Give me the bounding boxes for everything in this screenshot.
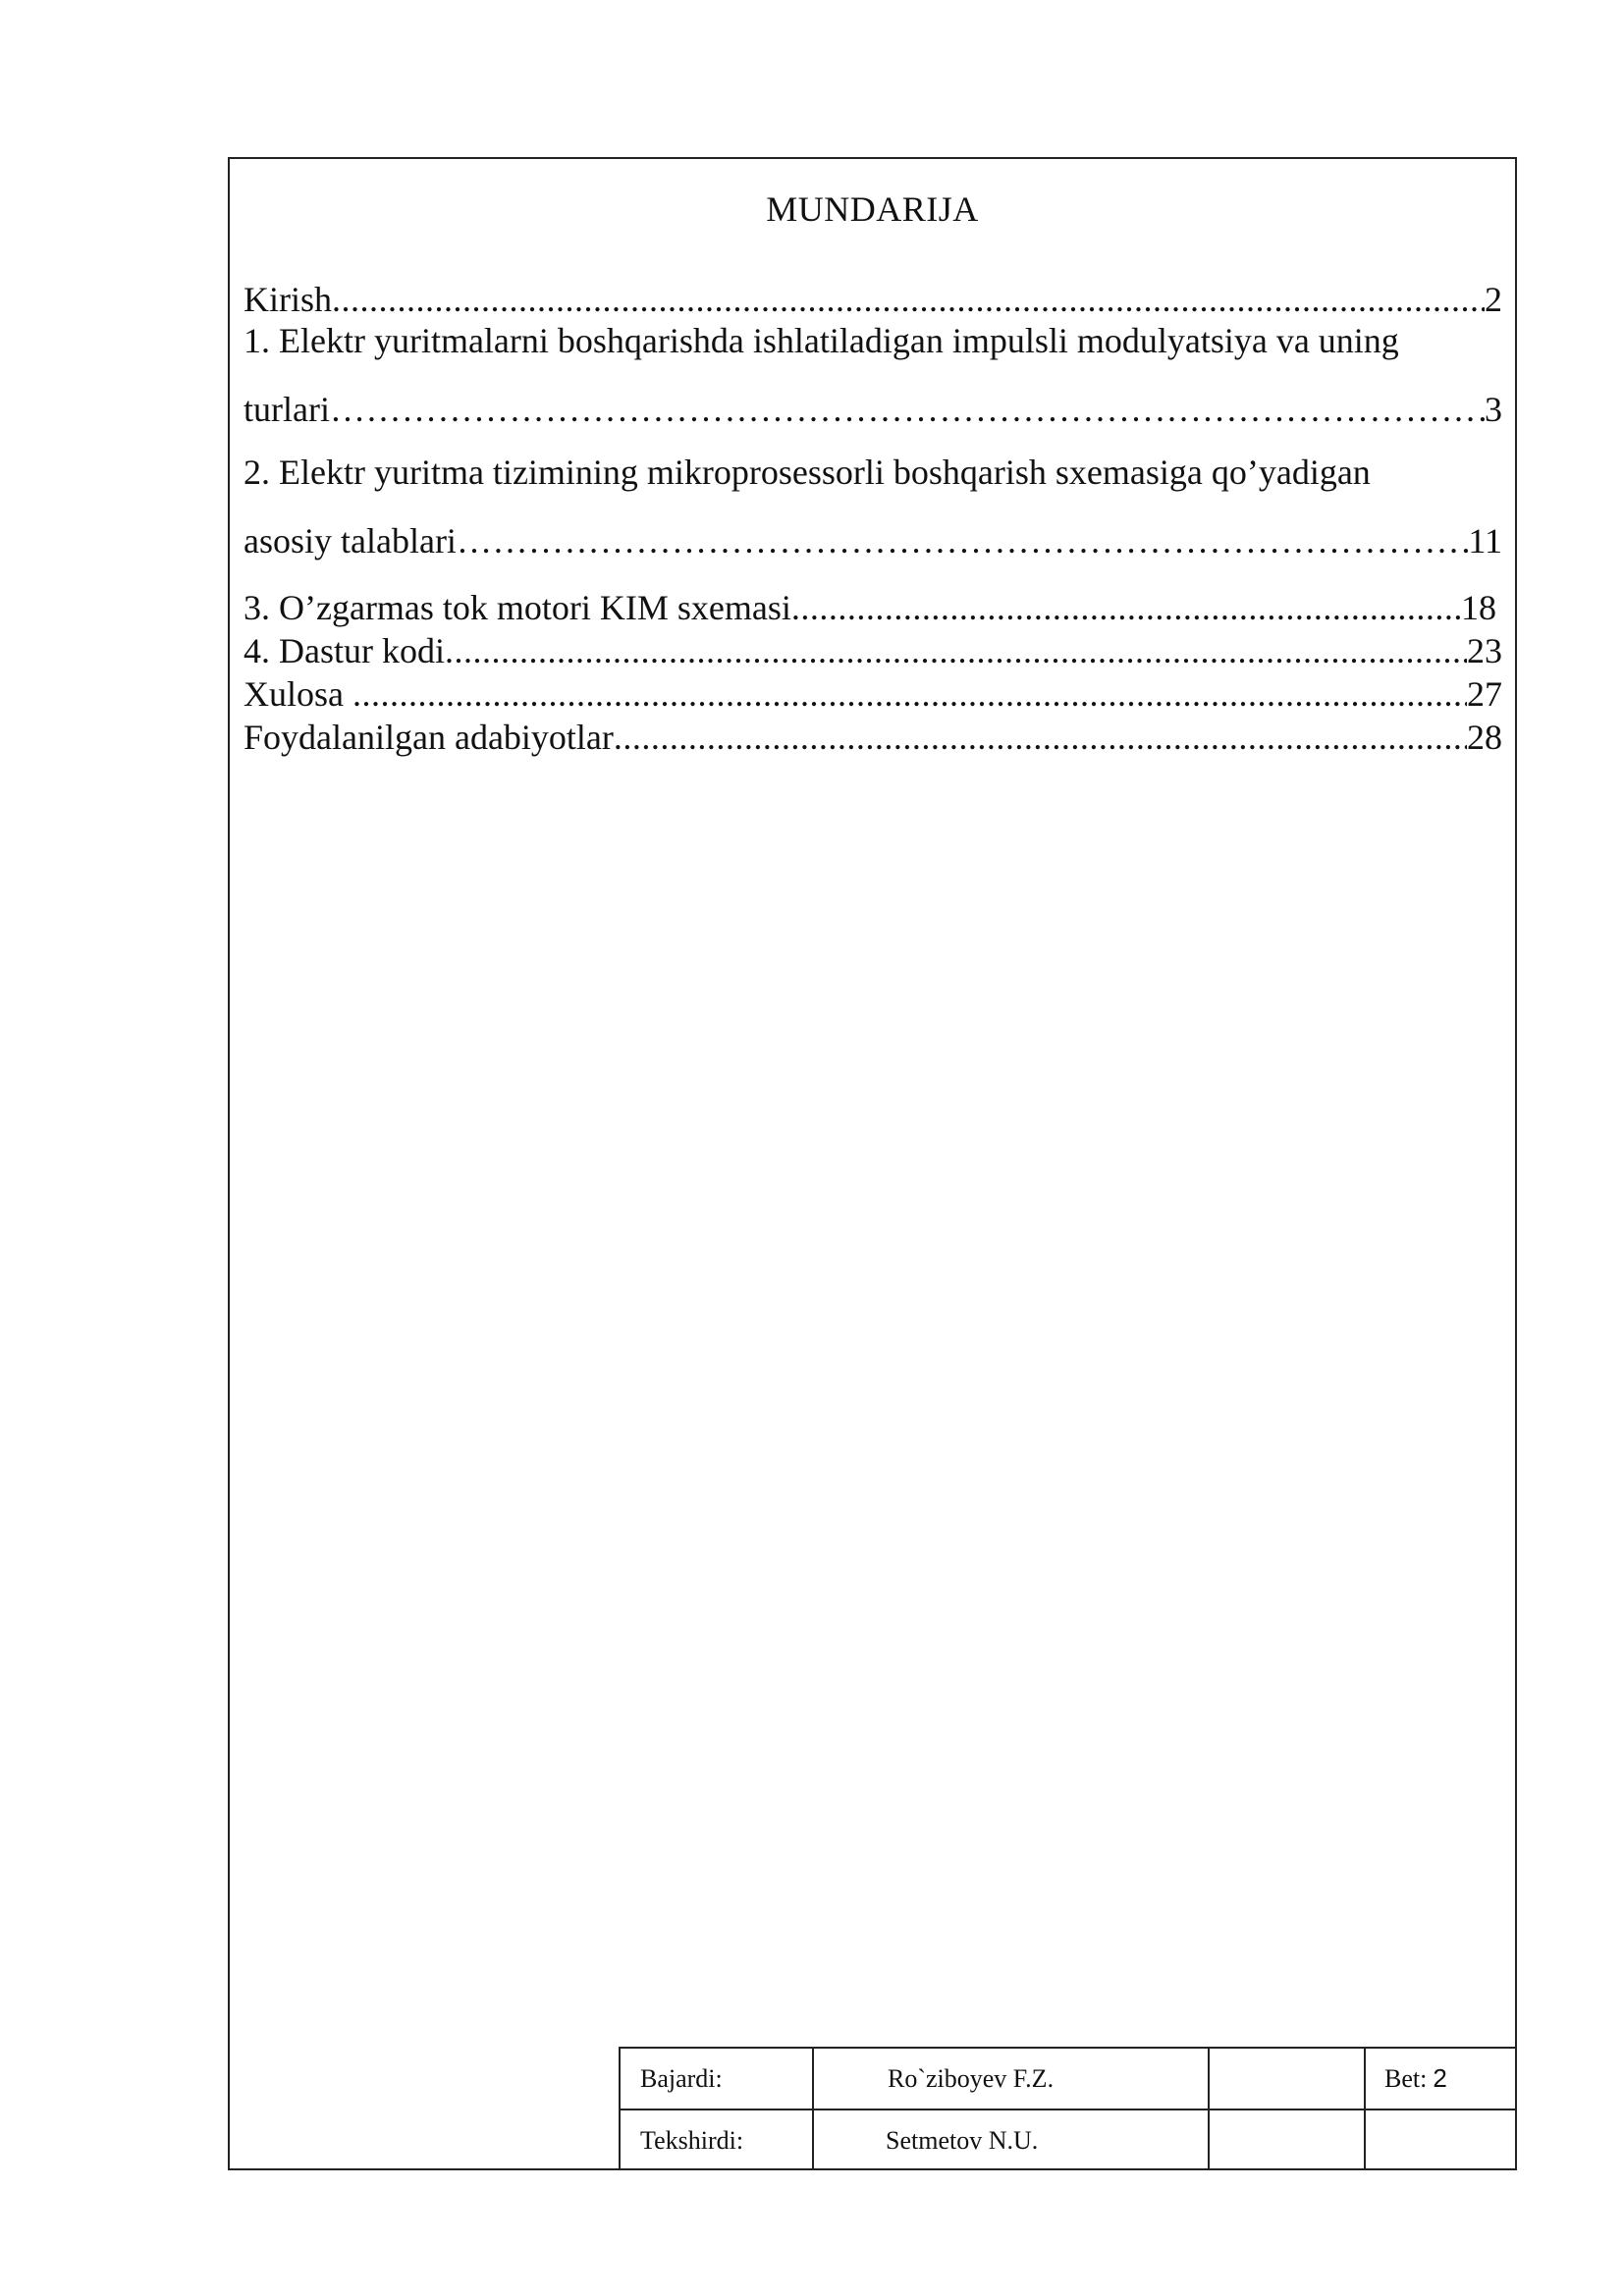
dot-leader [457,520,1468,561]
title-block-divider [812,2049,814,2168]
toc-entry-page: 18 [1461,588,1496,627]
toc-entry-label: Foydalanilgan adabiyotlar [244,718,614,757]
performed-name-text: Ro`ziboyev F.Z. [888,2063,1055,2093]
toc-entry-adabiyotlar[interactable] [244,715,1502,758]
toc-entry-1-line1[interactable] [244,320,1502,363]
checked-label-text: Tekshirdi: [640,2125,744,2155]
title-block-divider [1208,2049,1210,2168]
title-block [619,2047,1517,2168]
title-block-divider [621,2109,1517,2110]
toc-entry-xulosa[interactable] [244,671,1502,715]
checked-name [886,2110,1038,2170]
toc-entry-page: 3 [1485,390,1502,429]
checked-name-text: Setmetov N.U. [886,2125,1039,2155]
toc-entry-label: Xulosa [244,674,352,714]
page-label: Bet: [1384,2063,1428,2093]
dot-leader [332,279,1485,320]
toc-entry-label: 4. Dastur kodi [244,631,445,670]
checked-label [640,2110,743,2170]
toc-entry-4[interactable] [244,628,1502,671]
page-title: MUNDARIJA [766,189,979,229]
toc-entry-page: 2 [1485,280,1502,319]
toc-entry-page: 28 [1467,718,1502,757]
performed-label-text: Bajardi: [640,2063,723,2093]
toc-entry-label: turlari [244,390,330,429]
page-number: 2 [1433,2063,1447,2093]
table-of-contents [244,277,1502,925]
dot-leader [330,389,1485,430]
title-block-divider [1364,2049,1366,2168]
toc-entry-label: 1. Elektr yuritmalarni boshqarishda ishlatiladigan impulsli modulyatsiya va uning [244,321,1399,360]
toc-entry-label: Kirish [244,280,332,319]
page-frame [228,157,1517,2170]
toc-entry-page: 23 [1467,631,1502,670]
performed-name [888,2049,1054,2109]
page-number-cell [1384,2049,1447,2109]
dot-leader [791,587,1461,628]
toc-entry-page: 27 [1467,674,1502,714]
toc-entry-label: 3. O’zgarmas tok motori KIM sxemasi [244,588,791,627]
dot-leader [614,717,1467,758]
toc-entry-3[interactable] [244,585,1496,628]
dot-leader [352,673,1467,715]
toc-entry-page: 11 [1468,521,1502,561]
toc-entry-label: asosiy talablari [244,521,457,561]
toc-entry-2-line1[interactable] [244,452,1502,495]
dot-leader [445,630,1467,671]
toc-entry-label: 2. Elektr yuritma tizimining mikroprosessorli boshqarish sxemasiga qo’yadigan [244,453,1371,492]
toc-entry-2-line2[interactable] [244,518,1502,561]
toc-entry-1-line2[interactable] [244,387,1502,430]
performed-label [640,2049,723,2109]
toc-entry-kirish[interactable] [244,277,1502,320]
